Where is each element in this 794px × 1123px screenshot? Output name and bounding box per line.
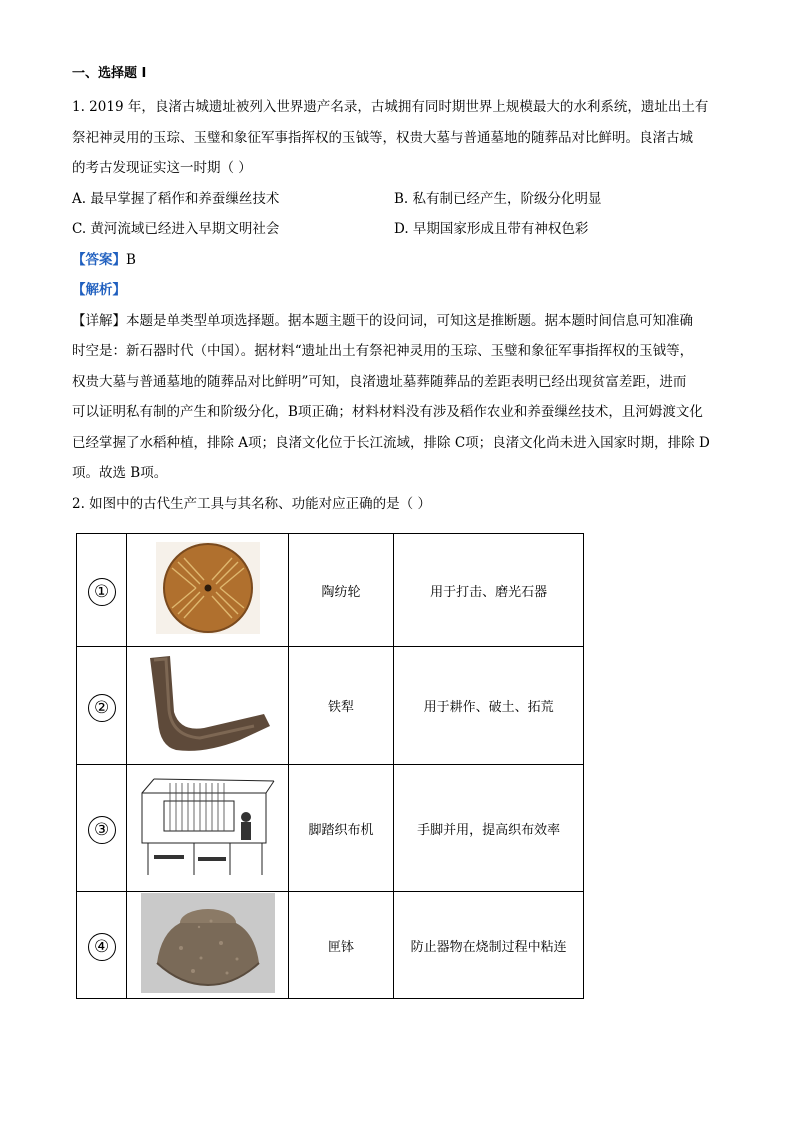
row-number-label: ② bbox=[88, 694, 116, 722]
q1-stem-line3: 的考古发现证实这一时期（ ） bbox=[72, 160, 252, 176]
saggar-icon bbox=[141, 893, 275, 993]
q1-stem-line2: 祭祀神灵用的玉琮、玉璧和象征军事指挥权的玉钺等，权贵大墓与普通墓地的随葬品对比鲜明。良渚古城 bbox=[72, 129, 693, 146]
tool-function: 用于耕作、破土、拓荒 bbox=[394, 647, 584, 765]
detail-line6: 项。故选 B项。 bbox=[72, 465, 168, 481]
tool-name: 脚踏织布机 bbox=[288, 765, 393, 892]
table-row bbox=[77, 765, 584, 892]
tool-function: 防止器物在烧制过程中粘连 bbox=[394, 892, 584, 999]
iron-plough-image bbox=[127, 647, 289, 765]
detail-label: 【详解】 bbox=[72, 312, 126, 329]
detail-line3: 权贵大墓与普通墓地的随葬品对比鲜明”可知，良渚遗址墓葬随葬品的差距表明已经出现贫富差距，进而 bbox=[72, 373, 687, 390]
option-a[interactable]: A. 最早掌握了稻作和养蚕缫丝技术 bbox=[72, 190, 280, 207]
section-heading: 一、选择题 I bbox=[72, 66, 147, 81]
row-number bbox=[77, 765, 127, 892]
answer-label: 【答案】 bbox=[72, 251, 126, 268]
row-number-label: ④ bbox=[88, 933, 116, 961]
option-b[interactable]: B. 私有制已经产生，阶级分化明显 bbox=[394, 190, 602, 207]
detail-line2: 时空是：新石器时代（中国）。据材料“遗址出土有祭祀神灵用的玉琮、玉璧和象征军事指挥权的玉钺等， bbox=[72, 343, 694, 359]
row-number bbox=[77, 892, 127, 999]
table-row bbox=[77, 534, 584, 647]
tool-name: 铁犁 bbox=[288, 647, 393, 765]
q1-stem-line1: 1. 2019 年，良渚古城遗址被列入世界遗产名录，古城拥有同时期世界上规模最大的水利系统，遗址出土有 bbox=[72, 99, 709, 115]
tool-name: 陶纺轮 bbox=[288, 534, 393, 647]
spindle-whorl-image bbox=[127, 534, 289, 647]
tools-table bbox=[76, 533, 584, 999]
saggar-image bbox=[127, 892, 289, 999]
detail-line5: 已经掌握了水稻种植，排除 A项；良渚文化位于长江流域，排除 C项；良渚文化尚未进入国家时期，排除 D bbox=[72, 434, 710, 451]
q1-options bbox=[72, 184, 732, 245]
tool-function: 用于打击、磨光石器 bbox=[394, 534, 584, 647]
option-d[interactable]: D. 早期国家形成且带有神权色彩 bbox=[394, 221, 589, 237]
treadle-loom-image bbox=[127, 765, 289, 892]
tool-name: 匣钵 bbox=[288, 892, 393, 999]
table-row bbox=[77, 647, 584, 765]
detail-text-1: 本题是单类型单项选择题。据本题主题干的设问词，可知这是推断题。据本题时间信息可知准确 bbox=[126, 312, 693, 329]
spindle-whorl-icon bbox=[156, 542, 260, 634]
analysis-line bbox=[72, 275, 732, 306]
answer-line bbox=[72, 245, 732, 276]
answer-value: B bbox=[126, 251, 136, 268]
document-body bbox=[72, 62, 732, 519]
treadle-loom-icon bbox=[134, 771, 282, 881]
row-number bbox=[77, 534, 127, 647]
table-row bbox=[77, 892, 584, 999]
detail-line4: 可以证明私有制的产生和阶级分化，B项正确；材料材料没有涉及稻作农业和养蚕缫丝技术，且河姆渡文化 bbox=[72, 404, 703, 420]
option-c[interactable]: C. 黄河流域已经进入早期文明社会 bbox=[72, 221, 280, 237]
tool-function: 手脚并用，提高织布效率 bbox=[394, 765, 584, 892]
row-number-label: ③ bbox=[88, 816, 116, 844]
iron-plough-icon bbox=[144, 652, 272, 756]
q2-stem: 2. 如图中的古代生产工具与其名称、功能对应正确的是（ ） bbox=[72, 495, 431, 512]
row-number-label: ① bbox=[88, 578, 116, 606]
analysis-label: 【解析】 bbox=[72, 282, 126, 298]
row-number bbox=[77, 647, 127, 765]
detail-line1 bbox=[72, 306, 732, 337]
